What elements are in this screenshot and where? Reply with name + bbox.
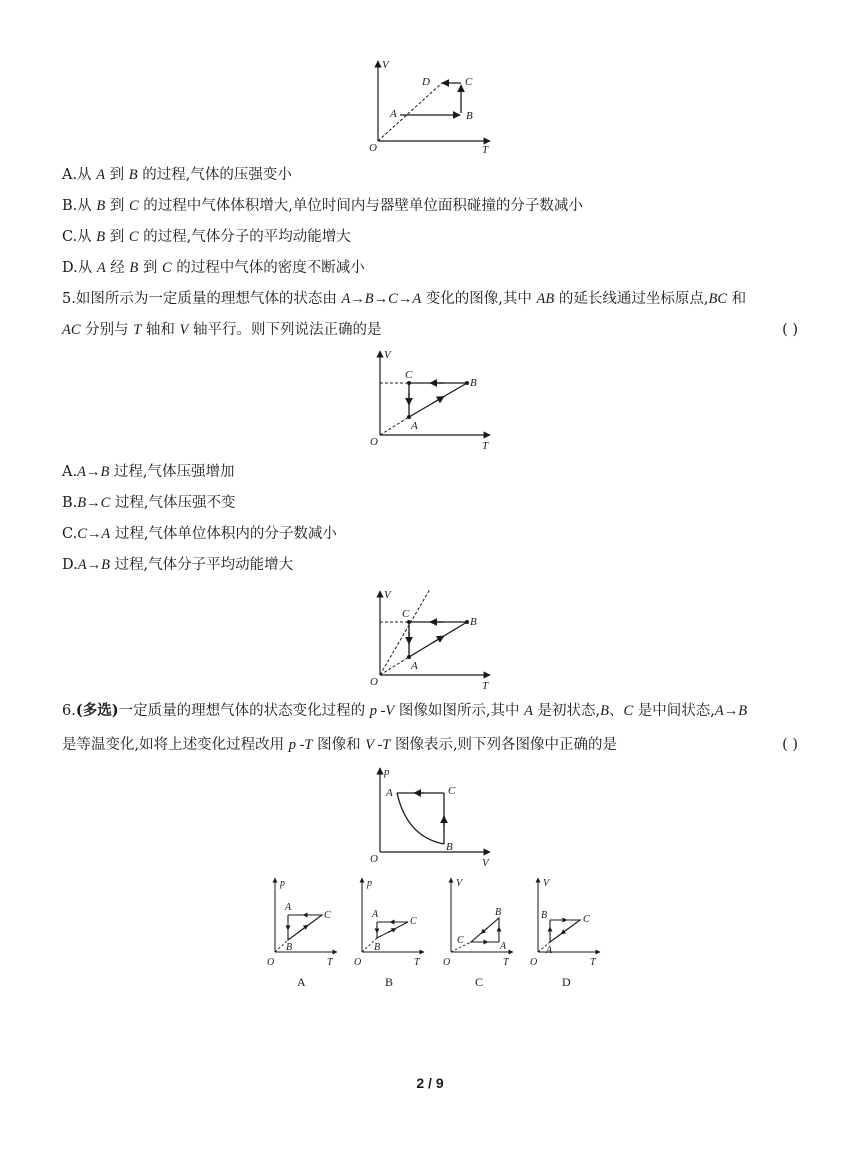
q5-option-d bbox=[62, 555, 293, 575]
text: 是中间状态, bbox=[633, 703, 715, 719]
text: 分别与 bbox=[80, 322, 134, 338]
q6-label-a: A bbox=[386, 787, 393, 799]
choice-c-caption: C bbox=[475, 975, 484, 989]
var: p -V bbox=[369, 703, 395, 719]
choice-c-b-label: B bbox=[495, 907, 502, 918]
var: C bbox=[128, 229, 139, 245]
text: C. bbox=[62, 526, 78, 542]
choice-a-c-label: C bbox=[324, 910, 331, 921]
var: B bbox=[129, 260, 139, 276]
text: B.从 bbox=[62, 198, 97, 214]
text: D. bbox=[62, 557, 78, 573]
q5-label-c: C bbox=[405, 369, 413, 381]
page-number: 2 / 9 bbox=[416, 1075, 444, 1091]
multi-select-tag: (多选) bbox=[75, 702, 119, 719]
text: 到 bbox=[105, 198, 129, 214]
var: A→B bbox=[77, 557, 110, 573]
q5-label-o: O bbox=[370, 436, 378, 448]
text: 过程,气体压强不变 bbox=[110, 495, 236, 511]
choice-b-b-label: B bbox=[374, 942, 381, 953]
q5-label-t: T bbox=[482, 440, 489, 452]
choice-b-a-label: A bbox=[372, 909, 379, 920]
choice-a-x-label: T bbox=[327, 957, 333, 968]
var: C bbox=[623, 703, 634, 719]
text: B. bbox=[62, 495, 78, 511]
q5-point-a bbox=[407, 415, 411, 419]
choice-b-o-label: O bbox=[354, 957, 362, 968]
q5b-label-o: O bbox=[370, 676, 378, 688]
q6-stem-line1 bbox=[62, 701, 747, 721]
choice-a-a-label: A bbox=[285, 902, 292, 913]
text: 图像如图所示,其中 bbox=[394, 703, 525, 719]
q6-isotherm-ab bbox=[397, 793, 444, 844]
text: 到 bbox=[105, 229, 129, 245]
text: 5.如图所示为一定质量的理想气体的状态由 bbox=[62, 291, 342, 307]
q6-label-v: V bbox=[482, 857, 489, 869]
text: D.从 bbox=[62, 260, 97, 276]
q6-choice-d-diagram bbox=[528, 872, 608, 994]
text: 、 bbox=[609, 703, 624, 719]
var: C→A bbox=[77, 526, 111, 542]
choice-c-y-label: V bbox=[456, 878, 463, 889]
choice-b-x-label: T bbox=[414, 957, 420, 968]
choice-b-arrow-bc bbox=[388, 929, 396, 933]
var: B bbox=[600, 703, 610, 719]
choice-d-o-label: O bbox=[530, 957, 538, 968]
q5-label-b: B bbox=[470, 377, 477, 389]
var: B bbox=[128, 167, 138, 183]
choice-b-caption: B bbox=[385, 975, 394, 989]
choice-c-a-label: A bbox=[500, 941, 507, 952]
choice-a-b-label: B bbox=[286, 942, 293, 953]
var: C bbox=[128, 198, 139, 214]
choice-c-c-label: C bbox=[457, 935, 464, 946]
q5-point-b bbox=[465, 381, 469, 385]
q5b-label-v: V bbox=[384, 589, 391, 601]
choice-d-arrow-ca bbox=[561, 928, 569, 934]
q5-option-b bbox=[62, 493, 236, 513]
q5-option-a bbox=[62, 462, 235, 482]
var: p -T bbox=[288, 737, 313, 753]
q5b-point-b bbox=[465, 620, 469, 624]
q4-label-c: C bbox=[465, 76, 473, 88]
text: 图像和 bbox=[312, 737, 366, 753]
q4-label-a: A bbox=[390, 108, 397, 120]
text: 轴平行。则下列说法正确的是 bbox=[188, 322, 382, 338]
choice-b-c-label: C bbox=[410, 916, 417, 927]
q5-stem-line1 bbox=[62, 289, 746, 309]
var: A→B→C→A bbox=[341, 291, 422, 307]
q6-choice-c-diagram bbox=[441, 872, 521, 994]
q4-option-b bbox=[62, 196, 583, 216]
choice-d-x-label: T bbox=[590, 957, 596, 968]
q5b-dashed-origin-line bbox=[380, 657, 409, 675]
text: 到 bbox=[138, 260, 162, 276]
q6-label-c: C bbox=[448, 785, 456, 797]
q5b-label-c: C bbox=[402, 608, 410, 620]
var: AC bbox=[62, 322, 81, 338]
q5-label-v: V bbox=[384, 349, 391, 361]
text: 的过程,气体的压强变小 bbox=[137, 167, 292, 183]
choice-b-y-label: p bbox=[367, 878, 372, 889]
text: 的过程,气体分子的平均动能增大 bbox=[138, 229, 351, 245]
q5-dashed-origin-line bbox=[380, 417, 409, 435]
q5-point-c bbox=[407, 381, 411, 385]
q4-option-d bbox=[62, 258, 365, 278]
q6-stem-line2 bbox=[62, 735, 617, 755]
q6-pv-diagram bbox=[362, 762, 502, 870]
q5-stem-line2 bbox=[62, 320, 382, 340]
q5-vt-diagram bbox=[362, 345, 502, 453]
q6-choice-b-diagram bbox=[352, 872, 432, 994]
q5-answer-paren: ( ) bbox=[782, 322, 798, 338]
var: A→B bbox=[714, 703, 748, 719]
choice-c-o-label: O bbox=[443, 957, 451, 968]
text: 图像表示,则下列各图像中正确的是 bbox=[390, 737, 618, 753]
q6-label-p: p bbox=[384, 766, 390, 778]
text: 的过程中气体的密度不断减小 bbox=[171, 260, 365, 276]
q4-option-a bbox=[62, 165, 292, 185]
var: B→C bbox=[77, 495, 111, 511]
var: A→B bbox=[77, 464, 110, 480]
text: 经 bbox=[105, 260, 130, 276]
q5-label-a: A bbox=[411, 420, 418, 432]
var: A bbox=[96, 260, 106, 276]
q6-choice-a-diagram bbox=[265, 872, 345, 994]
q5b-line-ab-arrow bbox=[432, 636, 444, 643]
q6-label-b: B bbox=[446, 841, 453, 853]
q4-label-d: D bbox=[422, 76, 430, 88]
q4-label-o: O bbox=[369, 142, 377, 154]
choice-a-caption: A bbox=[297, 975, 306, 989]
text: 是等温变化,如将上述变化过程改用 bbox=[62, 737, 289, 753]
q5b-point-a bbox=[407, 655, 411, 659]
q5-analysis-diagram bbox=[362, 585, 502, 693]
q6-answer-paren: ( ) bbox=[782, 737, 798, 753]
text: 过程,气体分子平均动能增大 bbox=[109, 557, 294, 573]
choice-a-arrow-bc bbox=[300, 925, 308, 931]
text: 的过程中气体体积增大,单位时间内与器壁单位面积碰撞的分子数减小 bbox=[138, 198, 583, 214]
var: T bbox=[133, 322, 142, 338]
text: 变化的图像,其中 bbox=[421, 291, 537, 307]
text: 是初状态, bbox=[532, 703, 601, 719]
choice-a-y-label: p bbox=[280, 878, 285, 889]
var: V bbox=[179, 322, 189, 338]
q6-label-o: O bbox=[370, 853, 378, 865]
text: 到 bbox=[105, 167, 129, 183]
q4-dashed-origin-line bbox=[378, 83, 442, 141]
text: 和 bbox=[727, 291, 747, 307]
text: 6. bbox=[62, 703, 76, 719]
q5-option-c bbox=[62, 524, 337, 544]
var: B bbox=[96, 198, 106, 214]
text: 一定质量的理想气体的状态变化过程的 bbox=[118, 703, 370, 719]
text: A.从 bbox=[62, 167, 97, 183]
q5b-label-b: B bbox=[470, 616, 477, 628]
var: B bbox=[96, 229, 106, 245]
var: C bbox=[161, 260, 172, 276]
choice-c-x-label: T bbox=[503, 957, 509, 968]
choice-d-a-label: A bbox=[546, 945, 553, 956]
q4-vt-diagram bbox=[360, 55, 510, 155]
var: BC bbox=[708, 291, 727, 307]
text: 过程,气体压强增加 bbox=[109, 464, 235, 480]
choice-c-arrow-bc bbox=[481, 928, 488, 934]
q5b-label-a: A bbox=[411, 660, 418, 672]
text: 轴和 bbox=[141, 322, 180, 338]
var: A bbox=[96, 167, 106, 183]
text: C.从 bbox=[62, 229, 97, 245]
q5b-label-t: T bbox=[482, 680, 489, 692]
q4-option-c bbox=[62, 227, 351, 247]
q5-line-ab-arrow bbox=[432, 397, 444, 404]
q4-label-v: V bbox=[382, 59, 389, 71]
q5b-dashed-steep-line bbox=[380, 589, 430, 675]
choice-d-c-label: C bbox=[583, 914, 590, 925]
q4-label-t: T bbox=[482, 144, 489, 155]
choice-d-y-label: V bbox=[543, 878, 550, 889]
q5b-point-c bbox=[407, 620, 411, 624]
var: A bbox=[524, 703, 533, 719]
var: V -T bbox=[365, 737, 391, 753]
text: 过程,气体单位体积内的分子数减小 bbox=[110, 526, 337, 542]
text: A. bbox=[62, 464, 78, 480]
choice-d-caption: D bbox=[562, 975, 571, 989]
q4-label-b: B bbox=[466, 110, 473, 122]
text: 的延长线通过坐标原点, bbox=[554, 291, 709, 307]
var: AB bbox=[536, 291, 555, 307]
choice-a-o-label: O bbox=[267, 957, 275, 968]
choice-d-b-label: B bbox=[541, 910, 548, 921]
